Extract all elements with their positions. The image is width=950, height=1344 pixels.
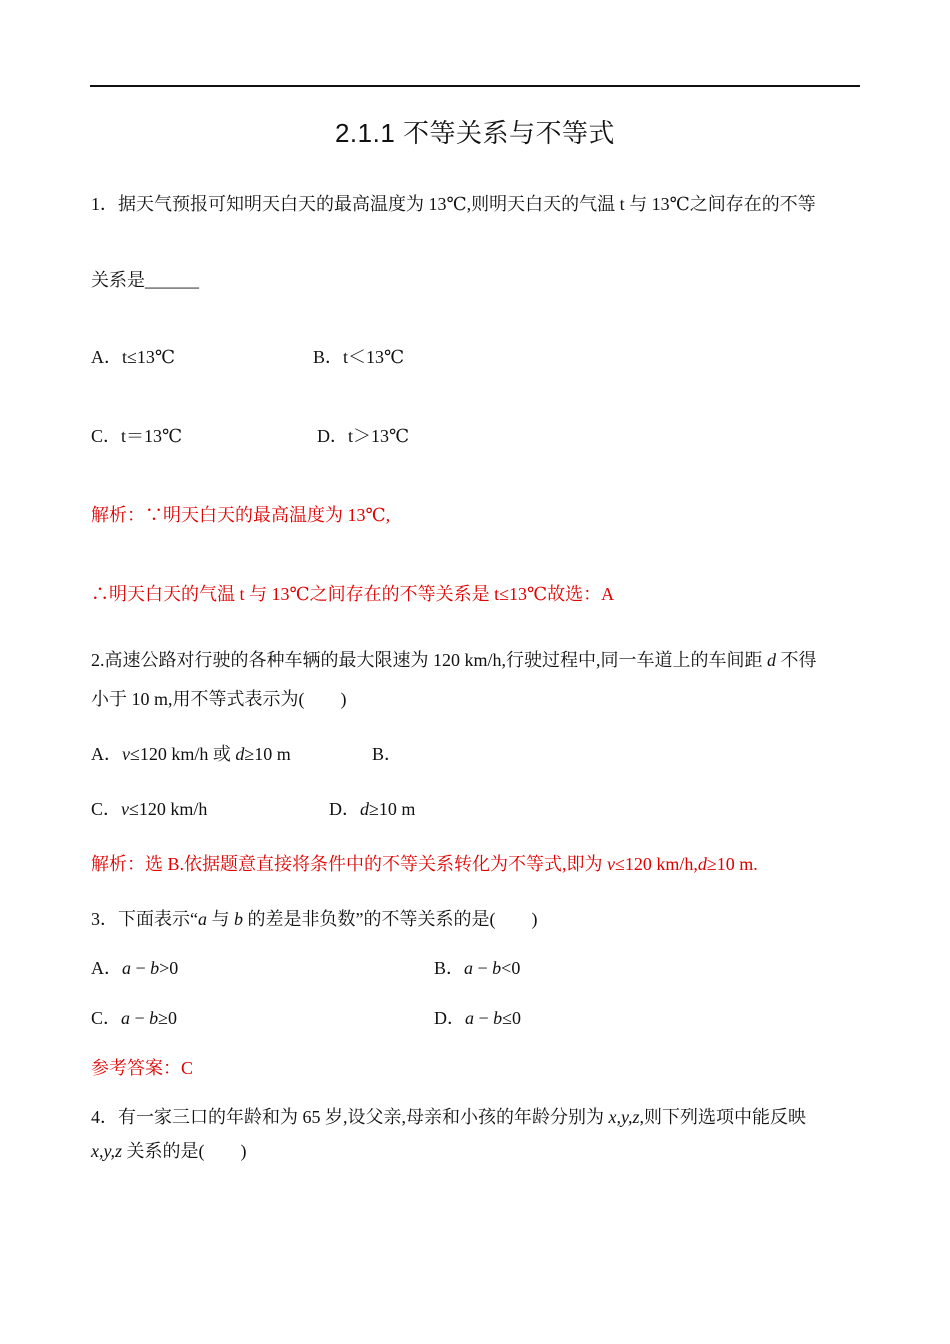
q1-option-b: B．t＜13℃ xyxy=(313,347,405,367)
q3-option-b: B．a − b<0 xyxy=(434,958,521,978)
q2-analysis: 解析：选 B.依据题意直接将条件中的不等关系转化为不等式,即为 v≤120 km/h,d≥10 m. xyxy=(91,854,758,874)
q2-option-a: A．v≤120 km/h 或 d≥10 m xyxy=(91,744,291,764)
q1-stem-line1: 1．据天气预报可知明天白天的最高温度为 13℃,则明天白天的气温 t 与 13℃之间存在的不等 xyxy=(91,194,816,214)
q2-option-b: B． xyxy=(372,744,403,764)
header-rule xyxy=(90,85,860,87)
q1-analysis-line1: 解析：∵明天白天的最高温度为 13℃, xyxy=(91,505,391,525)
q3-answer: 参考答案：C xyxy=(91,1058,194,1078)
q1-stem-line2: 关系是______ xyxy=(91,270,199,290)
q3-stem: 3．下面表示“a 与 b 的差是非负数”的不等关系的是( ) xyxy=(91,909,538,929)
q2-stem-line2: 小于 10 m,用不等式表示为( ) xyxy=(91,689,347,709)
page-title: 2.1.1 不等关系与不等式 xyxy=(334,118,616,148)
q2-option-d: D．d≥10 m xyxy=(329,799,416,819)
q3-option-a: A．a − b>0 xyxy=(91,958,179,978)
q1-option-d: D．t＞13℃ xyxy=(317,426,410,446)
q4-stem-line1: 4．有一家三口的年龄和为 65 岁,设父亲,母亲和小孩的年龄分别为 x,y,z,则下列选项中能反映 xyxy=(91,1107,806,1127)
q1-option-c: C．t＝13℃ xyxy=(91,426,183,446)
q4-stem-line2: x,y,z 关系的是( ) xyxy=(91,1141,247,1161)
q1-option-a: A．t≤13℃ xyxy=(91,347,176,367)
q3-option-c: C．a − b≥0 xyxy=(91,1008,178,1028)
q2-option-c: C．v≤120 km/h xyxy=(91,799,208,819)
q1-analysis-line2: ∴明天白天的气温 t 与 13℃之间存在的不等关系是 t≤13℃故选：A xyxy=(91,584,615,604)
q3-option-d: D．a − b≤0 xyxy=(434,1008,522,1028)
q2-stem-line1: 2.高速公路对行驶的各种车辆的最大限速为 120 km/h,行驶过程中,同一车道上的车间距 d 不得 xyxy=(91,650,817,670)
